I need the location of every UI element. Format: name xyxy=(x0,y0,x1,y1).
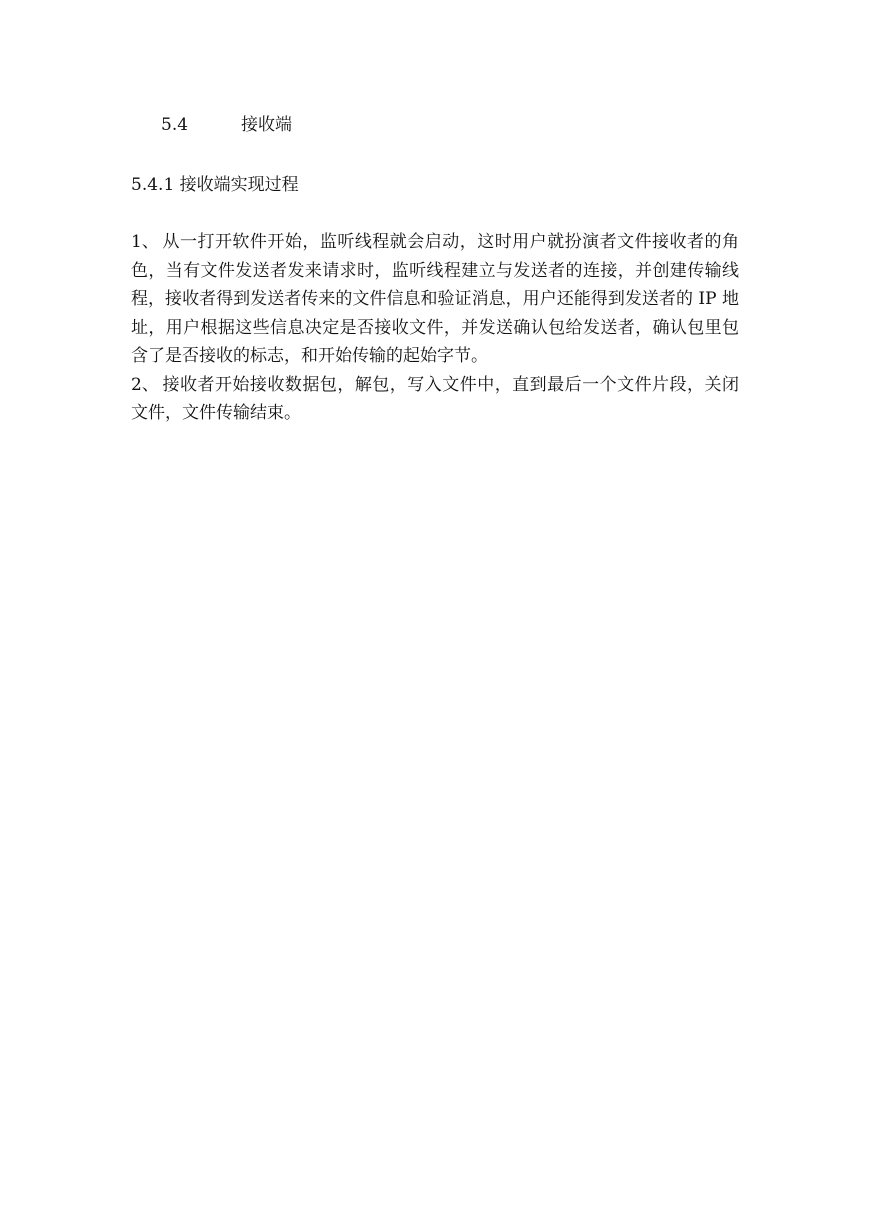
subsection-heading: 5.4.1 接收端实现过程 xyxy=(131,175,299,195)
section-number: 5.4 xyxy=(161,115,189,135)
list-item-marker: 1、 xyxy=(131,232,159,252)
list-item-text: 从一打开软件开始，监听线程就会启动，这时用户就扮演者文件接收者的角色，当有文件发送者发来请求时，监听线程建立与发送者的连接，并创建传输线程，接收者得到发送者传来的文件信息和验证消息，用户还能得到发送者的 IP 地址，用户根据这些信息决定是否接收文件，并发送确认包给发送者，确认包里包含了是否接收的标志，和开始传输的起始字节。 xyxy=(131,232,739,366)
section-title: 接收端 xyxy=(241,115,292,135)
section-heading xyxy=(161,113,292,137)
body-text xyxy=(131,228,739,428)
list-item xyxy=(131,371,739,428)
list-item-marker: 2、 xyxy=(131,374,159,395)
list-item-text: 接收者开始接收数据包，解包，写入文件中，直到最后一个文件片段，关闭文件，文件传输结束。 xyxy=(131,374,739,423)
list-item xyxy=(131,228,739,371)
